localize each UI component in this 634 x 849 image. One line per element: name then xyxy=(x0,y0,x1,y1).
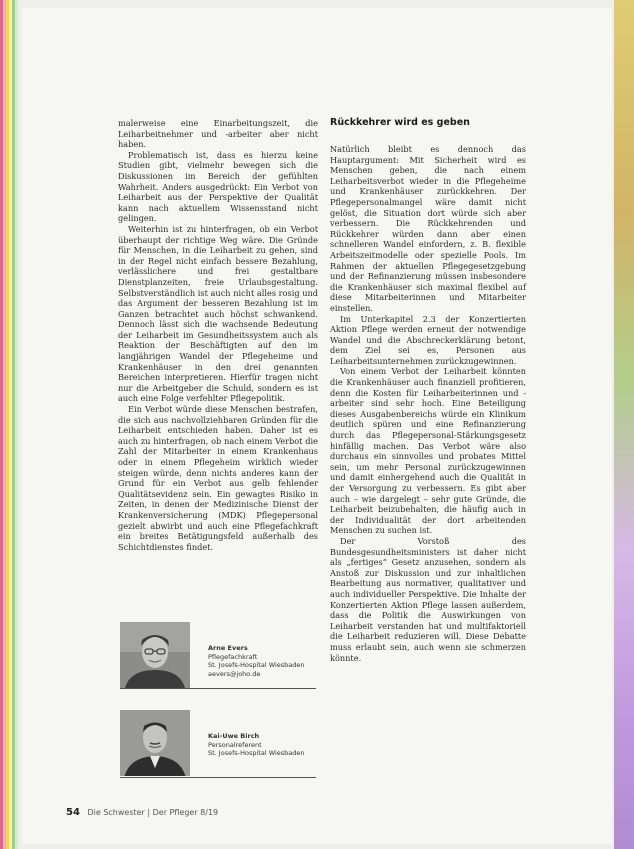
left-text-column xyxy=(118,118,318,552)
paragraph: Von einem Verbot der Leiharbeit könnten die Krankenhäuser auch finanziell profitieren, denn die Kosten für Leiharbeiterinnen und -arbeiter sind sehr hoch. Eine Beteiligung dieses Ausgabenbereichs würde ein Klinikum deutlich spüren und eine Refinanzierung durch das Pflegepersonal-Stärkungsgesetz hinfällig machen. Das Verbot wäre also durchaus ein sinnvolles und probates Mittel sein, um mehr Personal zurückzugewinnen und damit einhergehend auch die Qualität in der Versorgung zu verbessern. Es gibt aber auch – wie dargelegt – sehr gute Gründe, die Leiharbeit beizubehalten, die häufig auch in der Individualität der dort arbeitenden Menschen zu suchen ist. xyxy=(330,366,526,536)
section-heading: Rückkehrer wird es geben xyxy=(330,117,470,128)
author-card xyxy=(120,710,316,780)
author-photo xyxy=(120,710,190,776)
paragraph: Problematisch ist, dass es hierzu keine Studien gibt, vielmehr bewegen sich die Diskussionen im Bereich der gefühlten Wahrheit. Anders ausgedrückt: Ein Verbot von Leiharbeit aus der Perspektive der Qualität kann nach aktuellem Wissensstand nicht gelingen. xyxy=(118,149,318,224)
author-name: Arne Evers xyxy=(208,644,248,652)
author-role: Pflegefachkraft xyxy=(208,652,258,661)
paragraph: Natürlich bleibt es dennoch das Hauptargument: Mit Sicherheit wird es Menschen geben, die nach einem Leiharbeitsverbot wieder in die Pflegeheime und Krankenhäuser zurückkehren. Der Pflegepersonalmangel wäre damit nicht gelöst, die Situation dort würde sich aber verbessern. Die Rückkehrenden und Rückkehrer würden dann aber einen schnelleren Wandel einfordern, z. B. flexible Arbeitszeitmodelle oder spezielle Pools. Im Rahmen der aktuellen Pflegegesetzgebung und der Refinanzierung müssen insbesondere die Krankenhäuser sich maximal flexibel auf diese Mitarbeiterinnen und Mitarbeiter einstellen. xyxy=(330,144,526,313)
author-role: Personalreferent xyxy=(208,740,262,749)
paragraph: malerweise eine Einarbeitungszeit, die Leiharbeitnehmer und -arbeiter aber nicht haben. xyxy=(118,118,318,150)
author-name: Kai-Uwe Birch xyxy=(208,732,260,740)
author-organization: St. Josefs-Hospital Wiesbaden xyxy=(208,661,305,669)
author-info xyxy=(208,732,318,758)
right-text-column xyxy=(330,144,526,663)
page-footer xyxy=(66,807,218,818)
divider xyxy=(120,777,316,778)
publication-name: Die Schwester | Der Pfleger 8/19 xyxy=(87,808,219,817)
left-color-strip xyxy=(0,0,22,849)
author-email[interactable]: aevers@joho.de xyxy=(208,669,261,678)
paragraph: Im Unterkapitel 2.3 der Konzertierten Aktion Pflege werden erneut der notwendige Wandel und die Abschreckerklärung betont, dem Ziel sei es, Personen aus Leiharbeitsunternehmen zurückzugewinnen. xyxy=(330,313,526,366)
right-color-strip xyxy=(614,0,634,849)
paragraph: Weiterhin ist zu hinterfragen, ob ein Verbot überhaupt der richtige Weg wäre. Die Gründe für Menschen, in die Leiharbeit zu gehen, sind in der Regel nicht einfach bessere Bezahlung, verlässlichere und frei gestaltbare Dienstplanzeiten, freie Urlaubsgestaltung. Selbstverständlich ist auch nicht alles rosig und das Argument der besseren Bezahlung ist im Ganzen betrachtet auch höchst schwankend. Dennoch lässt sich die wachsende Bedeutung der Leiharbeit im Gesundheitssystem auch als Reaktion der Beschäftigten auf den im langjährigen Wandel der Pflegeheime und Krankenhäuser in den drei genannten Bereichen interpretieren. Hierfür tragen nicht nur die Arbeitgeber die Schuld, sondern es ist auch eine Folge verfehlter Pflegepolitik. xyxy=(118,223,318,404)
author-photo xyxy=(120,622,190,688)
page-number: 54 xyxy=(66,807,80,818)
paragraph: Der Vorstoß des Bundesgesundheitsministers ist daher nicht als „fertiges“ Gesetz anzusehen, sondern als Anstoß zur Diskussion und zur inhaltlichen Bearbeitung aus normativer, qualitativer und auch individueller Perspektive. Die Inhalte der Konzertierten Aktion Pflege lassen außerdem, dass die Politik die Auswirkungen von Leiharbeit verstanden hat und multifaktoriell die Leiharbeit reduzieren will. Diese Debatte muss erlaubt sein, auch wenn sie schmerzen könnte. xyxy=(330,535,526,663)
author-info xyxy=(208,644,318,678)
author-card xyxy=(120,622,316,692)
paragraph: Ein Verbot würde diese Menschen bestrafen, die sich aus nachvollziehbaren Gründen für die Leiharbeit entschieden haben. Daher ist es auch zu hinterfragen, ob nach einem Verbot die Zahl der Mitarbeiter in einem Krankenhaus oder in einem Pflegeheim wirklich wieder steigen würde, denn nichts anderes kann der Grund für ein Verbot aus gelb fehlender Qualitätsevidenz sein. Ein gewagtes Risiko in Zeiten, in denen der Medizinische Dienst der Krankenversicherung (MDK) Pflegepersonal gezielt abwirbt und auch eine Pflegefachkraft ein breites Betätigungsfeld außerhalb des Schichtdienstes findet. xyxy=(118,404,318,552)
divider xyxy=(120,688,316,689)
author-organization: St. Josefs-Hospital Wiesbaden xyxy=(208,749,305,757)
